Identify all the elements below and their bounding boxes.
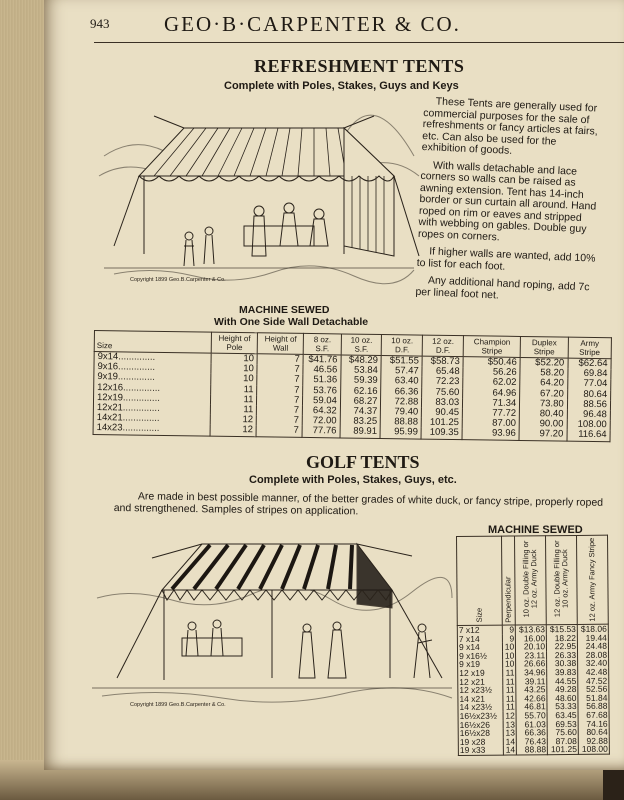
refreshment-table-subtitle: With One Side Wall Detachable (214, 316, 369, 328)
value-cell: 88.56 (567, 399, 610, 410)
value-cell: 53.84 (341, 366, 382, 377)
value-cell: 66.36 (516, 728, 547, 737)
value-cell: 16.00 (516, 634, 547, 643)
value-cell: 30.38 (547, 659, 578, 668)
value-cell: 80.40 (519, 409, 567, 420)
value-cell: 24.48 (577, 642, 608, 651)
value-cell: 10 (502, 643, 515, 652)
golf-table-title: MACHINE SEWED (488, 524, 583, 536)
value-cell: 14 (503, 746, 516, 755)
value-cell: 77.72 (462, 408, 519, 419)
golf-description: Are made in best possible manner, of the better grades of white duck, or fancy stripe, properly roped and strengthened. Samples of stripes on application. (113, 490, 604, 518)
value-cell: $41.76 (303, 354, 341, 365)
catalog-page (44, 0, 624, 770)
value-cell: 10 (503, 651, 516, 660)
size-cell: 14 x23½ (458, 703, 503, 712)
value-cell: 101.25 (548, 745, 579, 754)
column-header-label: 10 oz. Double Filling or 12 oz. Army Duck (521, 540, 539, 618)
column-header (577, 535, 609, 624)
size-cell: 12x19.............. (93, 393, 210, 405)
value-cell: 10 (211, 353, 258, 364)
value-cell: $15.53 (546, 624, 577, 633)
value-cell: 62.16 (340, 386, 381, 397)
value-cell: 95.99 (380, 427, 421, 438)
golf-illustration-caption: Copyright 1899 Geo.B.Carpenter & Co. (130, 702, 226, 708)
value-cell: 11 (503, 668, 516, 677)
value-cell: 11 (210, 405, 257, 416)
value-cell: 56.88 (578, 702, 609, 711)
value-cell: 11 (503, 694, 516, 703)
value-cell: 7 (257, 415, 303, 426)
refreshment-tents-subtitle: Complete with Poles, Stakes, Guys and Keys (224, 80, 459, 92)
value-cell: 79.40 (381, 407, 422, 418)
column-header: Height of Wall (258, 333, 304, 355)
value-cell: 76.43 (517, 737, 548, 746)
golf-tents-subtitle: Complete with Poles, Stakes, Guys, etc. (249, 474, 457, 486)
value-cell: 71.34 (463, 398, 520, 409)
value-cell: 59.04 (303, 396, 341, 407)
value-cell: 49.28 (547, 685, 578, 694)
column-header-label: Perpendicular (503, 576, 513, 623)
value-cell: 7 (257, 405, 303, 416)
size-cell: 12 x21 (458, 677, 503, 686)
size-cell: 9 x19 (458, 660, 503, 669)
value-cell: 7 (256, 426, 302, 437)
size-cell: 16½x28 (458, 729, 503, 738)
size-cell: 9x14.............. (94, 352, 211, 364)
size-cell: 9x16.............. (94, 362, 211, 374)
column-header (457, 536, 503, 625)
value-cell: 10 (211, 374, 258, 385)
value-cell: 39.11 (516, 677, 547, 686)
value-cell: 9 (502, 634, 515, 643)
size-cell: 12x16.............. (94, 383, 211, 395)
value-cell: 101.25 (421, 418, 462, 429)
column-header (502, 536, 516, 625)
value-cell: $52.20 (520, 357, 568, 368)
value-cell: 39.83 (547, 668, 578, 677)
value-cell: 12 (503, 711, 516, 720)
value-cell: 42.48 (578, 668, 609, 677)
column-header: 8 oz. S.F. (303, 333, 341, 355)
value-cell: 56.26 (463, 367, 520, 378)
column-header: Army Stripe (568, 337, 612, 359)
refreshment-tent-illustration (94, 96, 424, 296)
value-cell: $51.55 (381, 356, 422, 367)
value-cell: 53.33 (547, 702, 578, 711)
value-cell: 14 (503, 737, 516, 746)
column-header: Size (94, 331, 211, 354)
book-page-edges (0, 0, 48, 800)
refreshment-desc-paragraph: Any additional hand roping, add 7c per lineal foot net. (415, 274, 590, 301)
refreshment-illustration-caption: Copyright 1899 Geo.B.Carpenter & Co. (130, 277, 226, 283)
table-row (458, 745, 609, 755)
refreshment-price-table (93, 330, 612, 442)
size-cell: 19 x28 (458, 737, 503, 746)
refreshment-table-title: MACHINE SEWED (239, 304, 330, 316)
column-header: 12 oz. D.F. (422, 335, 463, 357)
size-cell: 9 x16½ (458, 651, 503, 660)
value-cell: 109.35 (421, 428, 462, 439)
value-cell: $58.73 (422, 356, 463, 367)
value-cell: 7 (257, 385, 303, 396)
value-cell: 13 (503, 729, 516, 738)
value-cell: 12 (210, 425, 257, 436)
value-cell: 97.20 (519, 429, 567, 440)
value-cell: 72.00 (302, 416, 340, 427)
value-cell: $18.06 (577, 624, 608, 633)
value-cell: 64.20 (520, 378, 568, 389)
value-cell: 23.11 (516, 651, 547, 660)
value-cell: 58.20 (520, 368, 568, 379)
column-header (546, 535, 578, 624)
value-cell: 19.44 (577, 633, 608, 642)
table-header-row (457, 535, 609, 625)
value-cell: 57.47 (381, 366, 422, 377)
value-cell: 92.88 (578, 736, 609, 745)
value-cell: 62.02 (463, 378, 520, 389)
golf-tents-title: GOLF TENTS (306, 452, 420, 472)
value-cell: 7 (257, 354, 303, 365)
value-cell: 10 (503, 660, 516, 669)
value-cell: 74.16 (578, 719, 609, 728)
company-header: GEO·B·CARPENTER & CO. (164, 12, 461, 36)
column-header: 10 oz. S.F. (341, 334, 382, 356)
value-cell: 53.76 (303, 386, 341, 397)
value-cell: 69.53 (547, 719, 578, 728)
value-cell: 116.64 (567, 430, 610, 441)
column-header-label: 12 oz. Double Filling or 10 oz. Army Duck (552, 540, 570, 618)
value-cell: 26.66 (516, 660, 547, 669)
value-cell: 90.45 (422, 408, 463, 419)
value-cell: 96.48 (567, 410, 610, 421)
refreshment-tents-title: REFRESHMENT TENTS (254, 56, 465, 76)
refreshment-description (415, 96, 604, 312)
value-cell: 67.20 (520, 389, 568, 400)
value-cell: 59.39 (341, 376, 382, 387)
value-cell: 18.22 (547, 634, 578, 643)
value-cell: 11 (503, 703, 516, 712)
value-cell: 72.88 (381, 397, 422, 408)
value-cell: 61.03 (516, 720, 547, 729)
value-cell: 65.48 (422, 367, 463, 378)
value-cell: 46.56 (303, 365, 341, 376)
value-cell: 64.32 (303, 406, 341, 417)
size-cell: 7 x14 (457, 634, 502, 643)
value-cell: 43.25 (516, 685, 547, 694)
size-cell: 19 x33 (458, 746, 503, 755)
value-cell: 83.25 (340, 417, 381, 428)
size-cell: 9x19.............. (94, 372, 211, 384)
golf-price-table (456, 535, 610, 756)
value-cell: 11 (210, 394, 257, 405)
value-cell: 20.10 (516, 642, 547, 651)
value-cell: 68.27 (340, 396, 381, 407)
value-cell: 87.08 (547, 737, 578, 746)
size-cell: 14 x21 (458, 694, 503, 703)
value-cell: 87.00 (462, 418, 519, 429)
value-cell: 75.60 (547, 728, 578, 737)
value-cell: 108.00 (567, 420, 610, 431)
header-rule (94, 42, 624, 43)
value-cell: 22.95 (547, 642, 578, 651)
value-cell: 7 (257, 375, 303, 386)
value-cell: 48.60 (547, 694, 578, 703)
golf-tent-illustration (92, 528, 454, 718)
value-cell: 88.88 (381, 417, 422, 428)
value-cell: 10 (211, 364, 258, 375)
value-cell: 51.84 (578, 693, 609, 702)
value-cell: 75.60 (422, 387, 463, 398)
value-cell: 69.84 (568, 369, 611, 380)
value-cell: $13.63 (516, 625, 547, 634)
value-cell: 42.66 (516, 694, 547, 703)
value-cell: 72.23 (422, 377, 463, 388)
value-cell: 77.76 (302, 426, 340, 437)
column-header-label: 12 oz. Army Fancy Stripe (587, 537, 597, 622)
value-cell: 63.40 (381, 376, 422, 387)
value-cell: 52.56 (578, 685, 609, 694)
value-cell: 73.80 (520, 399, 568, 410)
refreshment-desc-paragraph: These Tents are generally used for commercial purposes for the sale of refreshments or fancy articles at fairs, etc. Can also be used for the exhibition of goods. (421, 95, 598, 157)
value-cell: $62.64 (568, 358, 611, 369)
value-cell: 83.03 (422, 397, 463, 408)
size-cell: 12x21.............. (93, 403, 210, 415)
value-cell: 12 (210, 415, 257, 426)
size-cell: 14x23.............. (93, 423, 210, 435)
value-cell: 7 (257, 364, 303, 375)
refreshment-desc-paragraph: If higher walls are wanted, add 10% to list for each foot. (416, 245, 596, 273)
column-header: Champion Stripe (463, 336, 520, 358)
size-cell: 12 x19 (458, 669, 503, 678)
value-cell: 26.33 (547, 651, 578, 660)
value-cell: 93.96 (462, 429, 519, 440)
value-cell: 7 (257, 395, 303, 406)
value-cell: 9 (502, 625, 515, 634)
value-cell: 28.08 (578, 650, 609, 659)
value-cell: 80.64 (578, 728, 609, 737)
refreshment-desc-paragraph: With walls detachable and lace corners so walls can be raised as awning extension. Tent has 14-inch border or sun curtain all around. Hand roped on rim or eaves and stripped with webbing on gables. Double guy ropes on corners. (417, 158, 597, 243)
value-cell: 67.68 (578, 711, 609, 720)
value-cell: 11 (503, 686, 516, 695)
value-cell: $48.29 (341, 355, 382, 366)
value-cell: 13 (503, 720, 516, 729)
size-cell: 12 x23½ (458, 686, 503, 695)
column-header-label: Size (474, 608, 484, 623)
value-cell: 108.00 (578, 745, 609, 754)
value-cell: 66.36 (381, 387, 422, 398)
value-cell: 89.91 (340, 427, 381, 438)
size-cell: 16½x26 (458, 720, 503, 729)
value-cell: 74.37 (340, 406, 381, 417)
value-cell: 11 (211, 384, 258, 395)
column-header: 10 oz. D.F. (382, 335, 423, 357)
value-cell: 80.64 (567, 389, 610, 400)
value-cell: 47.52 (578, 676, 609, 685)
value-cell: 90.00 (519, 419, 567, 430)
value-cell: 46.81 (516, 703, 547, 712)
value-cell: 88.88 (517, 746, 548, 755)
value-cell: 32.40 (578, 659, 609, 668)
value-cell: 44.55 (547, 677, 578, 686)
value-cell: 11 (503, 677, 516, 686)
column-header (515, 536, 547, 625)
size-cell: 16½x23½ (458, 712, 503, 721)
value-cell: $50.46 (463, 357, 520, 368)
value-cell: 64.96 (463, 388, 520, 399)
column-header: Height of Pole (211, 332, 258, 354)
size-cell: 14x21.............. (93, 413, 210, 425)
value-cell: 55.70 (516, 711, 547, 720)
column-header: Duplex Stripe (520, 336, 568, 358)
value-cell: 77.04 (567, 379, 610, 390)
size-cell: 7 x12 (457, 625, 502, 634)
size-cell: 9 x14 (457, 643, 502, 652)
value-cell: 51.36 (303, 375, 341, 386)
value-cell: 63.45 (547, 711, 578, 720)
page-number: 943 (90, 16, 110, 31)
value-cell: 34.96 (516, 668, 547, 677)
